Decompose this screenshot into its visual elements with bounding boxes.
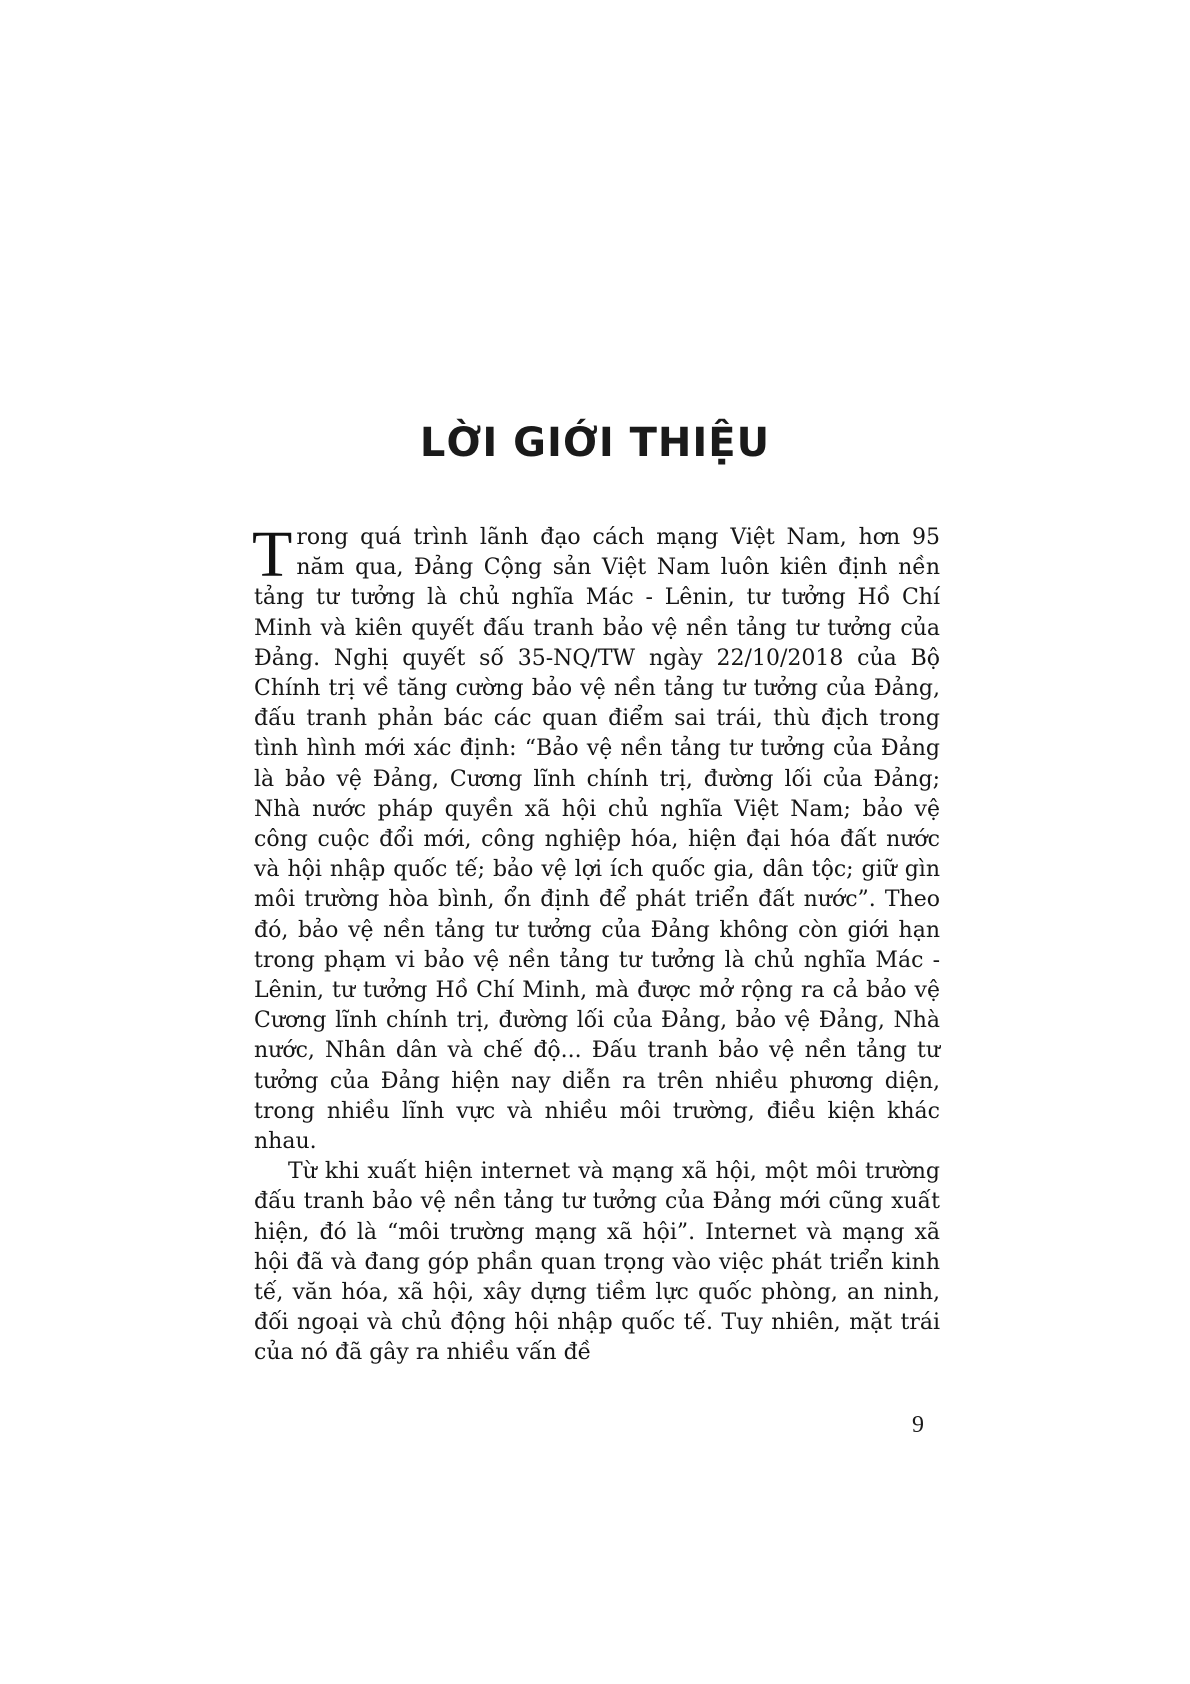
drop-cap: T bbox=[252, 518, 293, 591]
paragraph-1-text: rong quá trình lãnh đạo cách mạng Việt Nam, hơn 95 năm qua, Đảng Cộng sản Việt Nam luôn kiên định nền tảng tư tưởng là chủ nghĩa Mác - Lênin, tư tưởng Hồ Chí Minh và kiên quyết đấu tranh bảo vệ nền tảng tư tưởng của Đảng. Nghị quyết số 35-NQ/TW ngày 22/10/2018 của Bộ Chính trị về tăng cường bảo vệ nền tảng tư tưởng của Đảng, đấu tranh phản bác các quan điểm sai trái, thù địch trong tình hình mới xác định: “Bảo vệ nền tảng tư tưởng của Đảng là bảo vệ Đảng, Cương lĩnh chính trị, đường lối của Đảng; Nhà nước pháp quyền xã hội chủ nghĩa Việt Nam; bảo vệ công cuộc đổi mới, công nghiệp hóa, hiện đại hóa đất nước và hội nhập quốc tế; bảo vệ lợi ích quốc gia, dân tộc; giữ gìn môi trường hòa bình, ổn định để phát triển đất nước”. Theo đó, bảo vệ nền tảng tư tưởng của Đảng không còn giới hạn trong phạm vi bảo vệ nền tảng tư tưởng là chủ nghĩa Mác - Lênin, tư tưởng Hồ Chí Minh, mà được mở rộng ra cả bảo vệ Cương lĩnh chính trị, đường lối của Đảng, bảo vệ Đảng, Nhà nước, Nhân dân và chế độ... Đấu tranh bảo vệ nền tảng tư tưởng của Đảng hiện nay diễn ra trên nhiều phương diện, trong nhiều lĩnh vực và nhiều môi trường, điều kiện khác nhau. bbox=[254, 525, 940, 1155]
chapter-title: LỜI GIỚI THIỆU bbox=[419, 420, 771, 466]
page-number: 9 bbox=[912, 1412, 924, 1438]
paragraph-1 bbox=[252, 518, 940, 1157]
body-text bbox=[252, 518, 940, 1369]
paragraph-2: Từ khi xuất hiện internet và mạng xã hội, một môi trường đấu tranh bảo vệ nền tảng tư tưởng của Đảng mới cũng xuất hiện, đó là “môi trường mạng xã hội”. Internet và mạng xã hội đã và đang góp phần quan trọng vào việc phát triển kinh tế, văn hóa, xã hội, xây dựng tiềm lực quốc phòng, an ninh, đối ngoại và chủ động hội nhập quốc tế. Tuy nhiên, mặt trái của nó đã gây ra nhiều vấn đề bbox=[254, 1159, 940, 1366]
